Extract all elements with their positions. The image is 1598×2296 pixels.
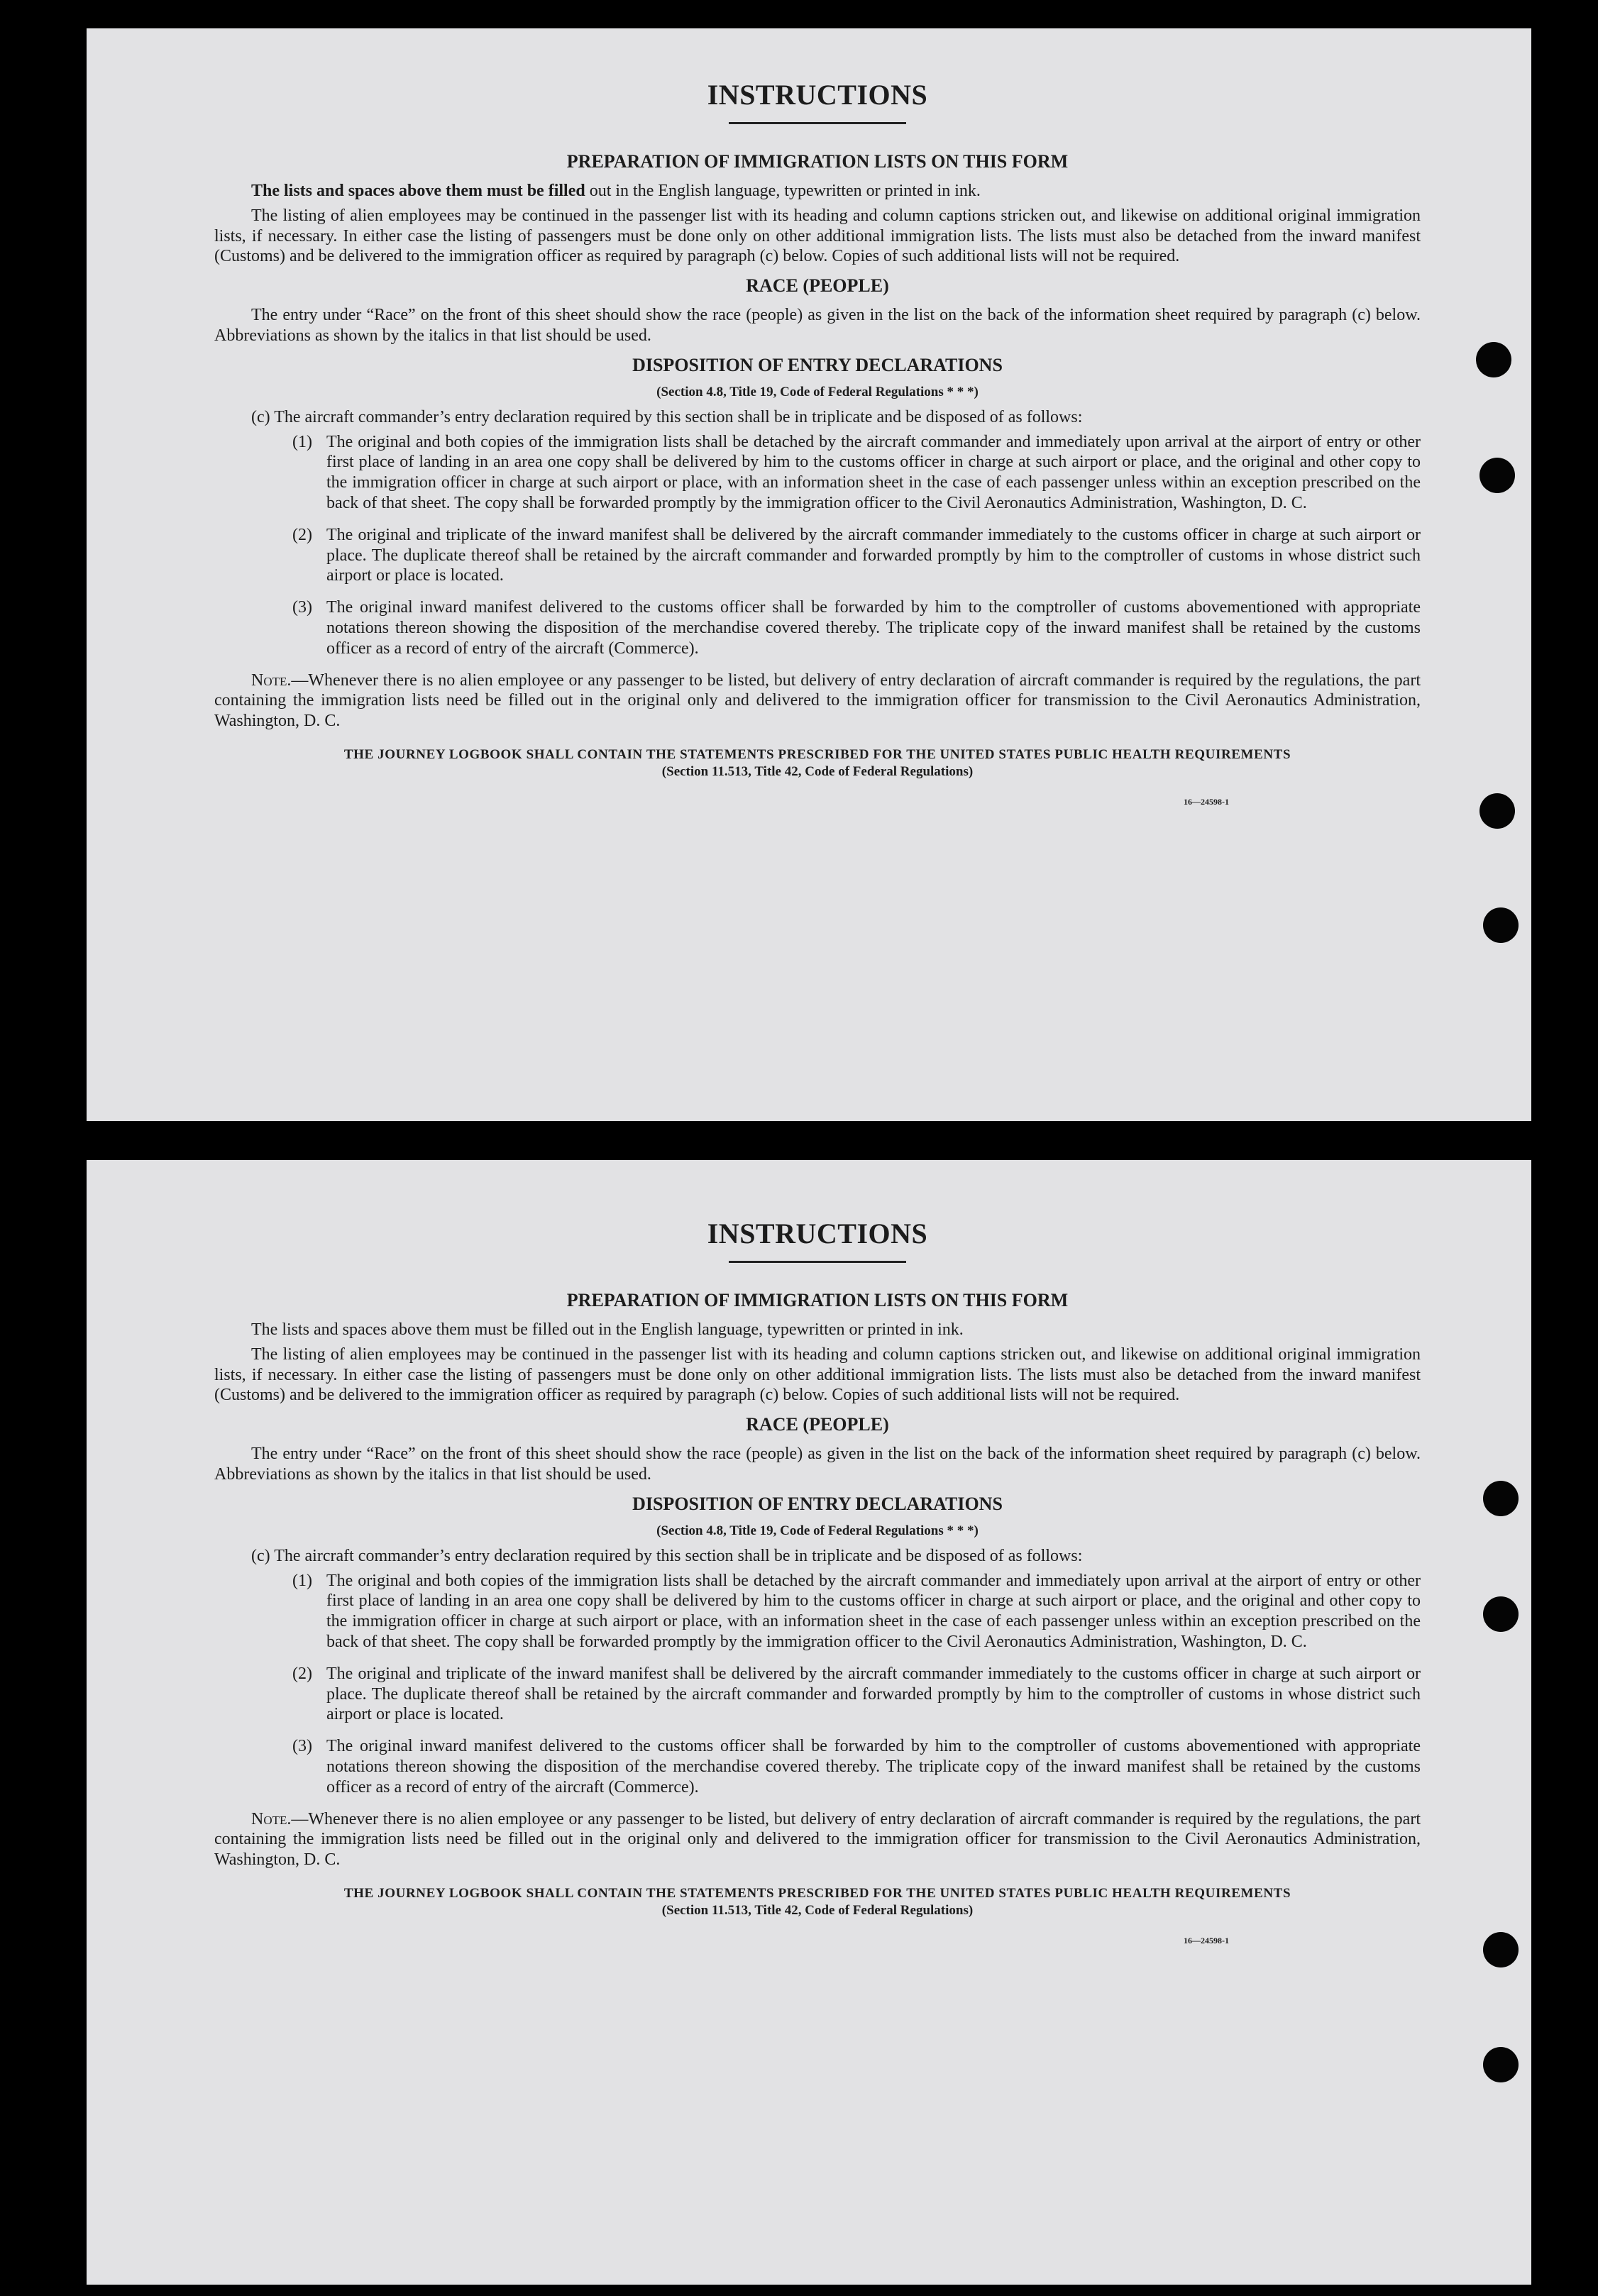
punch-hole [1483, 2047, 1519, 2082]
note-label: Note. [251, 670, 292, 690]
title-rule [729, 122, 906, 124]
note-text: —Whenever there is no alien employee or any passenger to be listed, but delivery of entry declaration of aircraft commander is required by the regulations, the part containing the immigration lists need be filled out in the original only and delivered to the immigration officer for transmission to the Civil Aeronautics Administration, Washington, D. C. [214, 1809, 1421, 1870]
punch-hole [1483, 1596, 1519, 1632]
item-text: The original and both copies of the immigration lists shall be detached by the aircraft commander and immediately upon arrival at the airport of entry or other first place of landing in an area one copy shall be delivered by him to the customs officer in charge at such airport or place, and the original and other copy to the immigration officer in charge at such airport or place, with an information sheet in the case of each passenger unless within an exception prescribed on the back of that sheet. The copy shall be forwarded promptly by the immigration officer to the Civil Aeronautics Administration, Washington, D. C. [326, 1571, 1421, 1651]
punch-hole [1483, 1481, 1519, 1516]
race-heading: RACE (PEOPLE) [746, 275, 889, 297]
disposition-reference: (Section 4.8, Title 19, Code of Federal Regulations * * *) [656, 384, 979, 399]
preparation-paragraph-1-lead: The lists and spaces above them must be filled [251, 182, 585, 200]
disposition-reference: (Section 4.8, Title 19, Code of Federal Regulations * * *) [656, 1523, 979, 1538]
preparation-paragraph-1-rest: out in the English language, typewritten or printed in ink. [585, 182, 981, 200]
preparation-paragraph-2: The listing of alien employees may be continued in the passenger list with its heading and column captions stricken out, and likewise on additional original immigration lists, if necessary. In either case the listing of passengers must be done only on other additional immigration lists. The lists must also be detached from the inward manifest (Customs) and be delivered to the immigration officer as required by paragraph (c) below. Copies of such additional lists will not be required. [214, 1345, 1421, 1405]
preparation-heading: PREPARATION OF IMMIGRATION LISTS ON THIS FORM [566, 1290, 1069, 1310]
item-text: The original inward manifest delivered to the customs officer shall be forwarded by him to the comptroller of customs abovementioned with appropriate notations thereon showing the disposition of the merchandise covered thereby. The triplicate copy of the inward manifest shall be retained by the customs officer as a record of entry of the aircraft (Commerce). [326, 1737, 1421, 1796]
item-number: (2) [292, 1664, 312, 1683]
bottom-sheet-content [214, 1217, 1421, 1946]
logbook-reference: (Section 11.513, Title 42, Code of Federal Regulations) [661, 1902, 974, 1918]
race-paragraph: The entry under “Race” on the front of this sheet should show the race (people) as given in the list on the back of the information sheet required by paragraph (c) below. Abbreviations as shown by the italics in that list should be used. [214, 1445, 1421, 1484]
preparation-paragraph-1 [214, 181, 1421, 202]
preparation-paragraph-1: The lists and spaces above them must be filled out in the English language, typewritten or printed in ink. [251, 1320, 964, 1339]
item-number: (3) [292, 1737, 312, 1756]
sheet-title: INSTRUCTIONS [707, 1218, 928, 1249]
item-text: The original and both copies of the immigration lists shall be detached by the aircraft commander and immediately upon arrival at the airport of entry or other first place of landing in an area one copy shall be delivered by him to the customs officer in charge at such airport or place, and the original and other copy to the immigration officer in charge at such airport or place, with an information sheet in the case of each passenger unless within an exception prescribed on the back of that sheet. The copy shall be forwarded promptly by the immigration officer to the Civil Aeronautics Administration, Washington, D. C. [326, 432, 1421, 512]
item-text: The original inward manifest delivered to the customs officer shall be forwarded by him to the comptroller of customs abovementioned with appropriate notations thereon showing the disposition of the merchandise covered thereby. The triplicate copy of the inward manifest shall be retained by the customs officer as a record of entry of the aircraft (Commerce). [326, 598, 1421, 658]
disposition-item [292, 525, 1421, 586]
note-paragraph [214, 670, 1421, 732]
disposition-intro: (c) The aircraft commander’s entry declaration required by this section shall be in triplicate and be disposed of as follows: [251, 1546, 1083, 1565]
punch-hole [1483, 907, 1519, 943]
top-instruction-sheet [87, 28, 1531, 1121]
preparation-heading: PREPARATION OF IMMIGRATION LISTS ON THIS FORM [566, 151, 1069, 172]
form-number: 16—24598-1 [1184, 796, 1229, 807]
punch-hole [1483, 1932, 1519, 1967]
note-paragraph [214, 1809, 1421, 1870]
race-paragraph: The entry under “Race” on the front of this sheet should show the race (people) as given in the list on the back of the information sheet required by paragraph (c) below. Abbreviations as shown by the italics in that list should be used. [214, 306, 1421, 345]
note-text: —Whenever there is no alien employee or any passenger to be listed, but delivery of entry declaration of aircraft commander is required by the regulations, the part containing the immigration lists need be filled out in the original only and delivered to the immigration officer for transmission to the Civil Aeronautics Administration, Washington, D. C. [214, 670, 1421, 731]
preparation-paragraph-2: The listing of alien employees may be continued in the passenger list with its heading and column captions stricken out, and likewise on additional original immigration lists, if necessary. In either case the listing of passengers must be done only on other additional immigration lists. The lists must also be detached from the inward manifest (Customs) and be delivered to the immigration officer as required by paragraph (c) below. Copies of such additional lists will not be required. [214, 206, 1421, 266]
race-heading: RACE (PEOPLE) [746, 1414, 889, 1435]
logbook-statement: THE JOURNEY LOGBOOK SHALL CONTAIN THE STATEMENTS PRESCRIBED FOR THE UNITED STATES PUBLIC HEALTH REQUIREMENTS [343, 1885, 1291, 1901]
disposition-item [292, 1571, 1421, 1652]
disposition-item [292, 597, 1421, 658]
logbook-statement: THE JOURNEY LOGBOOK SHALL CONTAIN THE STATEMENTS PRESCRIBED FOR THE UNITED STATES PUBLIC HEALTH REQUIREMENTS [343, 746, 1291, 762]
punch-hole [1479, 793, 1515, 829]
item-number: (2) [292, 525, 312, 544]
note-label: Note. [251, 1809, 292, 1828]
title-rule [729, 1261, 906, 1263]
logbook-reference: (Section 11.513, Title 42, Code of Federal Regulations) [661, 763, 974, 779]
item-text: The original and triplicate of the inward manifest shall be delivered by the aircraft commander immediately to the customs officer in charge at such airport or place. The duplicate thereof shall be retained by the aircraft commander and forwarded promptly by him to the comptroller of customs in whose district such airport or place is located. [326, 1664, 1421, 1724]
disposition-intro: (c) The aircraft commander’s entry declaration required by this section shall be in triplicate and be disposed of as follows: [251, 407, 1083, 426]
disposition-heading: DISPOSITION OF ENTRY DECLARATIONS [632, 1493, 1003, 1514]
item-text: The original and triplicate of the inward manifest shall be delivered by the aircraft commander immediately to the customs officer in charge at such airport or place. The duplicate thereof shall be retained by the aircraft commander and forwarded promptly by him to the comptroller of customs in whose district such airport or place is located. [326, 525, 1421, 585]
punch-hole [1476, 342, 1511, 377]
punch-hole [1479, 458, 1515, 493]
item-number: (1) [292, 432, 312, 451]
item-number: (3) [292, 598, 312, 617]
form-number: 16—24598-1 [1184, 1935, 1229, 1945]
sheet-title: INSTRUCTIONS [707, 79, 928, 111]
bottom-instruction-sheet [87, 1160, 1531, 2285]
disposition-heading: DISPOSITION OF ENTRY DECLARATIONS [632, 354, 1003, 375]
disposition-item [292, 1736, 1421, 1797]
top-sheet-content [214, 78, 1421, 807]
disposition-item [292, 432, 1421, 514]
disposition-item [292, 1664, 1421, 1725]
item-number: (1) [292, 1571, 312, 1590]
